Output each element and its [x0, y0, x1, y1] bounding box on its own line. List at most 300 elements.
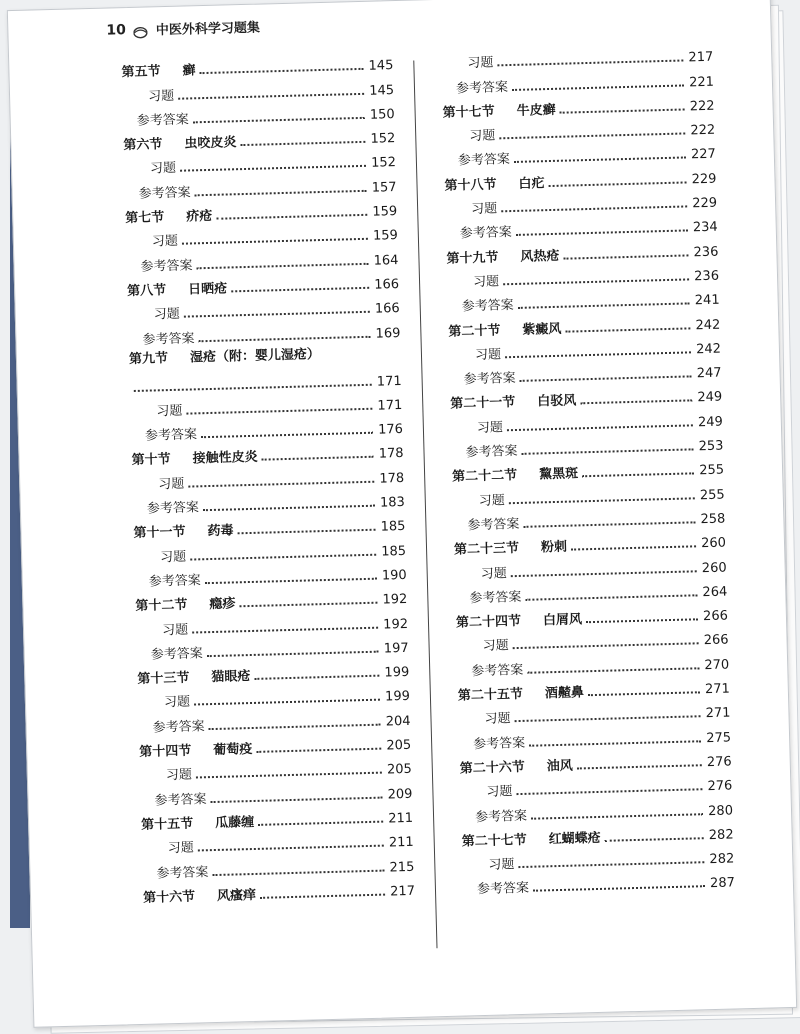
page-ref: 205	[386, 737, 412, 754]
section-number: 第十节	[131, 452, 171, 469]
section-number: 第十三节	[137, 670, 190, 688]
dot-leader	[501, 205, 687, 213]
dot-leader	[507, 423, 693, 431]
section-number: 第十七节	[442, 104, 495, 121]
page-ref: 145	[369, 82, 395, 99]
dot-leader	[580, 399, 692, 405]
section-topic: 白驳风	[537, 393, 577, 410]
spacer	[164, 221, 186, 222]
page-ref: 280	[707, 802, 734, 819]
spacer	[162, 148, 184, 149]
subentry-label: 习题	[476, 420, 504, 436]
section-number: 第十九节	[446, 250, 499, 267]
page-ref: 234	[692, 220, 718, 236]
page-ref: 276	[707, 778, 733, 795]
page-ref: 282	[709, 851, 735, 868]
section-topic: 瓜藤缠	[214, 814, 255, 831]
subentry-label: 习题	[156, 403, 183, 420]
entry-label	[168, 837, 195, 857]
subentry-label: 习题	[151, 234, 179, 250]
toc-entry[interactable]	[129, 341, 402, 396]
toc-page	[7, 0, 797, 1028]
entry-label	[162, 618, 189, 638]
page-ref: 258	[700, 511, 726, 528]
entry-label	[452, 463, 578, 485]
dot-leader	[197, 261, 369, 269]
page-ref: 275	[706, 730, 732, 746]
spacer	[517, 479, 539, 480]
entry-label	[458, 681, 584, 703]
entry-label	[166, 764, 193, 784]
dot-leader	[509, 496, 695, 504]
page-ref: 287	[709, 875, 736, 892]
subentry-label: 习题	[158, 476, 185, 493]
dot-leader	[577, 763, 702, 769]
page-ref: 247	[696, 365, 722, 382]
page-ref: 176	[377, 422, 404, 438]
dot-leader	[186, 407, 372, 415]
page-ref: 229	[691, 171, 717, 188]
page-ref: 222	[689, 98, 715, 115]
page-ref: 159	[372, 228, 399, 245]
dot-leader	[516, 787, 702, 795]
entry-label	[469, 586, 521, 606]
entry-label	[148, 84, 175, 104]
subentry-label: 习题	[147, 88, 175, 105]
entry-label	[158, 472, 185, 492]
entry-label	[467, 513, 519, 533]
subentry-label: 参考答案	[471, 662, 524, 679]
subentry-label: 参考答案	[469, 589, 522, 607]
dot-leader	[212, 868, 384, 876]
subentry-label: 习题	[161, 622, 189, 638]
page-ref: 150	[369, 106, 395, 123]
dot-leader	[560, 107, 685, 113]
section-number: 第十四节	[139, 743, 192, 760]
entry-label	[123, 131, 236, 153]
dot-leader	[188, 479, 374, 487]
page-ref: 253	[698, 438, 724, 455]
section-number: 第二十五节	[457, 686, 524, 704]
page-ref: 236	[693, 244, 719, 260]
entry-label	[477, 877, 529, 897]
column-divider	[413, 61, 437, 949]
entry-label	[139, 738, 252, 760]
page-ref: 264	[702, 584, 728, 600]
entry-label	[143, 884, 256, 906]
page-ref: 171	[376, 373, 402, 390]
section-number: 第十一节	[133, 525, 186, 542]
section-topic: 湿疮（附：婴儿湿疮）	[189, 346, 321, 366]
entry-label	[145, 424, 197, 444]
subentry-label: 参考答案	[146, 500, 200, 517]
entry-label	[135, 593, 235, 615]
entry-label	[454, 536, 567, 558]
dot-leader	[195, 189, 367, 197]
section-topic: 红蝴蝶疮	[548, 830, 601, 848]
dot-leader	[201, 431, 373, 439]
page-ref: 260	[700, 535, 727, 552]
page-ref: 255	[699, 462, 725, 479]
subentry-label: 习题	[165, 767, 193, 784]
page-ref: 266	[702, 608, 729, 625]
entry-label	[461, 827, 600, 850]
subentry-label: 参考答案	[144, 427, 198, 444]
dot-leader	[211, 795, 383, 803]
section-topic: 猫眼疮	[211, 669, 251, 686]
page-ref: 178	[379, 470, 405, 487]
page-ref: 282	[708, 827, 734, 843]
entry-label	[131, 446, 257, 468]
entry-label	[467, 52, 494, 72]
dot-leader	[533, 885, 705, 893]
spacer	[499, 260, 521, 261]
section-topic: 日晒疮	[188, 281, 228, 298]
spacer	[515, 406, 537, 407]
dot-leader	[549, 180, 687, 187]
page-ref: 199	[384, 689, 411, 705]
page-ref: 166	[374, 276, 400, 293]
page-ref: 209	[387, 786, 413, 803]
section-number: 第二十一节	[450, 395, 516, 413]
entry-label	[456, 76, 508, 96]
page-ref: 217	[688, 49, 714, 66]
dot-leader	[203, 504, 375, 512]
page-ref: 227	[690, 147, 717, 163]
subentry-label: 参考答案	[136, 112, 189, 129]
page-ref: 211	[388, 835, 414, 851]
entry-label	[450, 390, 576, 412]
entry-label	[154, 303, 181, 323]
dot-leader	[518, 302, 690, 310]
page-ref: 229	[692, 195, 718, 212]
page-ref: 221	[688, 74, 715, 90]
dot-leader	[527, 666, 699, 674]
subentry-label: 习题	[153, 307, 181, 323]
dot-leader	[192, 625, 378, 633]
subentry-label: 习题	[488, 857, 515, 873]
publisher-logo-icon	[134, 23, 148, 35]
entry-label	[149, 569, 201, 589]
subentry-label: 习题	[470, 201, 498, 218]
section-topic: 油风	[546, 758, 574, 775]
entry-label	[482, 635, 509, 655]
subentry-label: 参考答案	[457, 152, 511, 169]
entry-label	[160, 545, 187, 565]
section-number: 第二十四节	[455, 614, 522, 631]
entry-label	[147, 496, 199, 516]
subentry-label: 参考答案	[156, 864, 209, 882]
entry-label	[156, 861, 208, 881]
dot-leader	[178, 91, 364, 99]
entry-label	[141, 811, 254, 833]
section-topic: 酒齄鼻	[544, 685, 585, 702]
entry-label	[484, 708, 511, 728]
section-number: 第十五节	[140, 816, 194, 833]
entry-label	[461, 294, 513, 314]
dot-leader	[511, 569, 697, 577]
dot-leader	[198, 334, 370, 342]
dot-leader	[258, 820, 383, 826]
section-number: 第八节	[127, 283, 167, 300]
dot-leader	[231, 286, 369, 293]
dot-leader	[505, 350, 691, 358]
spacer	[189, 681, 211, 682]
subentry-label: 参考答案	[455, 79, 509, 97]
subentry-label: 习题	[474, 347, 502, 363]
dot-leader	[182, 237, 368, 245]
dot-leader	[582, 472, 694, 478]
entry-label	[136, 108, 188, 128]
section-topic: 癣	[182, 63, 196, 79]
section-topic: 白屑风	[542, 612, 583, 629]
section-number: 第六节	[123, 137, 163, 154]
dot-leader	[198, 844, 384, 852]
page-ref: 159	[372, 204, 398, 220]
dot-leader	[240, 140, 365, 146]
spacer	[527, 843, 549, 844]
entry-label	[137, 665, 250, 687]
entry-label	[156, 400, 183, 420]
subentry-label: 参考答案	[154, 791, 207, 809]
dot-leader	[513, 642, 699, 650]
dot-leader	[523, 520, 695, 528]
entry-label	[473, 731, 525, 751]
entry-label	[127, 277, 227, 299]
section-topic: 瘾疹	[209, 596, 236, 613]
spacer	[171, 463, 193, 464]
entry-label	[479, 489, 506, 509]
dot-leader	[193, 116, 365, 124]
section-number: 第十八节	[444, 177, 497, 194]
dot-leader	[565, 326, 690, 332]
entry-label	[446, 244, 559, 266]
entry-label	[448, 317, 561, 339]
page-ref: 205	[386, 762, 413, 778]
subentry-label: 参考答案	[467, 516, 520, 534]
spacer	[525, 770, 547, 771]
entry-label	[473, 270, 500, 290]
section-number: 第二十三节	[453, 541, 520, 558]
subentry-label: 习题	[478, 492, 506, 509]
dot-leader	[205, 577, 377, 585]
dot-leader	[514, 156, 686, 164]
page-ref: 145	[368, 58, 394, 75]
subentry-label: 参考答案	[152, 718, 205, 736]
entry-label	[121, 60, 196, 81]
spacer	[188, 608, 210, 609]
dot-leader	[515, 715, 701, 723]
subentry-label: 习题	[149, 161, 177, 177]
page-ref: 192	[382, 592, 408, 608]
dot-leader	[588, 690, 700, 696]
entry-label	[444, 172, 544, 194]
dot-leader	[563, 253, 688, 259]
entry-label	[456, 608, 582, 630]
spacer	[495, 115, 517, 116]
section-topic: 黧黑斑	[538, 466, 579, 483]
page-ref: 276	[706, 754, 732, 771]
dot-leader	[196, 771, 382, 779]
dot-leader	[522, 447, 694, 455]
dot-leader	[525, 593, 697, 601]
subentry-label: 习题	[467, 55, 494, 72]
entry-label	[125, 205, 212, 226]
entry-label	[480, 562, 507, 582]
page-ref: 199	[384, 664, 410, 681]
toc-right-column	[441, 41, 735, 898]
section-topic: 风热疮	[520, 248, 560, 265]
subentry-label: 参考答案	[463, 371, 516, 388]
subentry-label: 参考答案	[138, 185, 191, 202]
dot-leader	[194, 698, 380, 706]
page-ref: 266	[703, 632, 729, 649]
page-ref: 185	[381, 543, 407, 560]
page-ref: 183	[379, 494, 406, 511]
dot-leader	[207, 649, 379, 657]
dot-leader	[260, 892, 385, 898]
section-number: 第十六节	[142, 889, 196, 906]
page-ref: 152	[370, 155, 397, 172]
dot-leader	[516, 229, 688, 237]
section-topic: 药毒	[207, 523, 234, 540]
entry-label	[475, 343, 502, 363]
spacer	[497, 188, 519, 189]
entry-label	[475, 804, 527, 824]
subentry-label: 参考答案	[474, 808, 528, 825]
entry-label	[471, 197, 498, 217]
subentry-label: 参考答案	[459, 225, 513, 242]
dot-leader	[216, 213, 367, 220]
page-ref: 157	[371, 179, 397, 196]
spacer	[523, 697, 545, 698]
page-ref: 249	[697, 414, 724, 430]
section-number: 第二十七节	[461, 832, 527, 850]
dot-leader	[184, 310, 370, 318]
section-number: 第七节	[125, 210, 165, 227]
section-topic: 疥疮	[186, 208, 213, 225]
section-number: 第二十二节	[451, 468, 518, 486]
spacer	[195, 900, 217, 901]
page-ref: 222	[690, 122, 716, 139]
entry-label	[133, 520, 233, 542]
page-ref: 215	[389, 859, 415, 875]
subentry-label: 习题	[482, 638, 509, 655]
page-ref: 260	[701, 560, 727, 576]
spacer	[519, 552, 541, 553]
entry-label	[458, 149, 510, 169]
dot-leader	[238, 528, 376, 535]
dot-leader	[571, 545, 696, 551]
entry-label	[150, 642, 202, 662]
page-header	[106, 17, 260, 40]
entry-label	[463, 367, 515, 387]
page-number: 10	[106, 21, 127, 39]
section-topic: 葡萄疫	[213, 742, 253, 759]
toc-left-column	[121, 49, 415, 906]
subentry-label: 习题	[469, 128, 496, 145]
section-topic: 牛皮癣	[516, 102, 556, 119]
dot-leader	[256, 747, 381, 753]
page-ref: 271	[705, 705, 731, 722]
spacer	[193, 827, 215, 828]
entry-label	[486, 780, 513, 800]
entry-label	[154, 788, 206, 808]
page-ref: 211	[388, 810, 414, 827]
subentry-label: 参考答案	[140, 258, 193, 275]
dot-leader	[605, 836, 704, 842]
section-number: 第五节	[121, 64, 161, 81]
page-ref: 271	[704, 681, 731, 698]
section-number: 第十二节	[135, 597, 188, 615]
section-number: 第二十六节	[459, 759, 526, 777]
subentry-label: 习题	[167, 840, 195, 857]
dot-leader	[262, 455, 374, 461]
subentry-label: 参考答案	[476, 881, 530, 898]
page-ref: 178	[378, 446, 404, 463]
subentry-label: 参考答案	[142, 330, 195, 348]
entry-label	[477, 416, 504, 436]
page-ref: 236	[693, 268, 720, 285]
dot-leader	[531, 812, 703, 820]
subentry-label: 习题	[163, 695, 191, 711]
dot-leader	[254, 674, 379, 680]
dot-leader	[512, 83, 684, 91]
dot-leader	[503, 277, 689, 285]
page-ref: 255	[699, 487, 725, 503]
page-ref: 164	[373, 252, 399, 269]
section-topic: 虫咬皮炎	[184, 135, 237, 152]
entry-label	[442, 99, 555, 121]
dot-leader	[518, 860, 704, 868]
subentry-label: 参考答案	[150, 646, 203, 663]
dot-leader	[180, 164, 366, 172]
entry-label	[460, 755, 573, 777]
dot-leader	[529, 739, 701, 747]
section-topic: 风瘙痒	[216, 887, 257, 904]
spacer	[191, 754, 213, 755]
subentry-label: 习题	[159, 549, 187, 565]
dot-leader	[239, 601, 377, 608]
dot-leader	[586, 617, 698, 623]
page-ref: 270	[704, 657, 730, 673]
page-ref: 185	[380, 519, 406, 535]
entry-label	[152, 230, 179, 250]
page-ref: 169	[375, 325, 401, 342]
spacer	[166, 293, 188, 294]
page-ref: 166	[374, 301, 400, 317]
page-ref: 242	[695, 317, 721, 333]
page-ref: 197	[383, 640, 409, 657]
section-topic: 粉刺	[540, 539, 568, 556]
page-ref: 152	[370, 131, 396, 147]
spacer	[161, 75, 183, 76]
dot-leader	[520, 375, 692, 383]
spacer	[186, 535, 208, 536]
section-topic: 白疕	[518, 175, 545, 192]
dot-leader	[209, 722, 381, 730]
dot-leader	[200, 67, 364, 74]
page-ref: 192	[382, 616, 409, 633]
entry-label	[469, 125, 496, 145]
spacer	[500, 333, 522, 334]
subentry-label: 参考答案	[472, 735, 526, 752]
page-ref: 217	[389, 883, 416, 900]
page-ref: 242	[695, 341, 722, 358]
dot-leader	[499, 132, 685, 140]
section-number: 第二十节	[448, 322, 501, 340]
subentry-label: 习题	[480, 565, 507, 582]
